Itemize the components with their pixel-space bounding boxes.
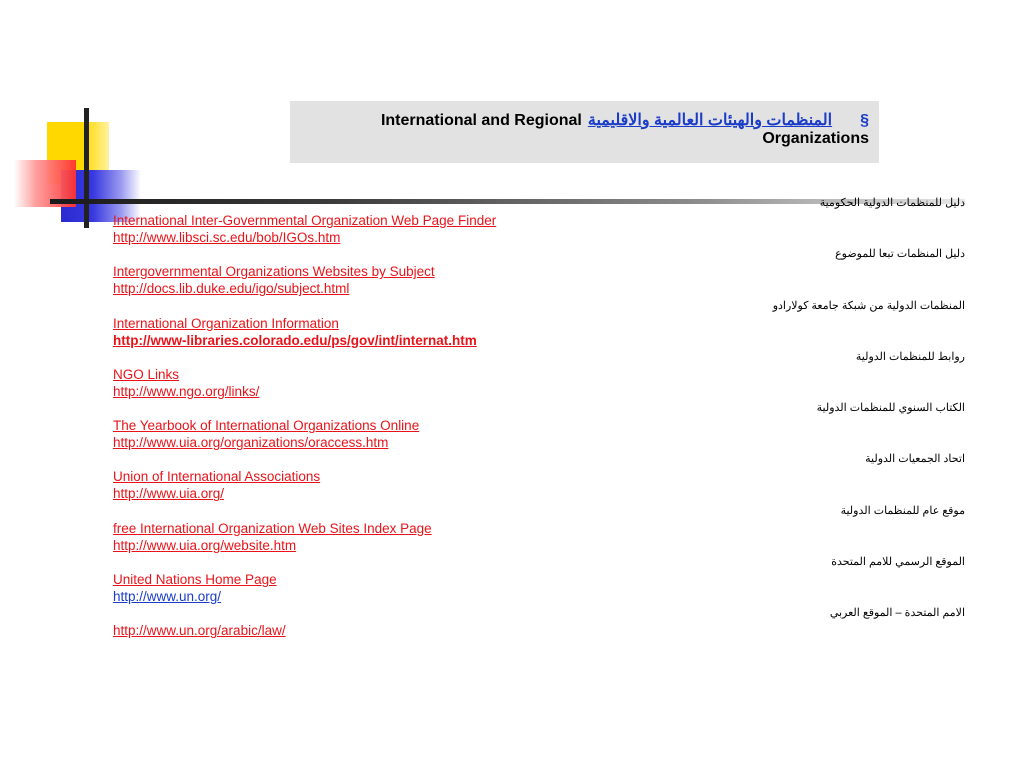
entry-title-link[interactable]: International Organization Information	[113, 315, 339, 331]
title-english-1: International and Regional	[380, 112, 582, 129]
entry-igo-finder	[113, 196, 965, 247]
entry-ngo-links	[113, 350, 965, 401]
entry-url-link[interactable]: http://www.uia.org/website.htm	[113, 537, 297, 553]
entry-title-link[interactable]: Union of International Associations	[113, 469, 321, 485]
title-english-2: Organizations	[762, 130, 869, 147]
title-arabic-link[interactable]: المنظمات والهيئات العالمية والاقليمية	[587, 112, 833, 129]
entry-arabic-label: اتحاد الجمعيات الدولية	[865, 453, 965, 466]
entry-un-home	[113, 555, 965, 606]
entry-url-link[interactable]: http://www-libraries.colorado.edu/ps/gov/int/internat.htm	[113, 332, 477, 348]
entry-url-link[interactable]: http://www.uia.org/organizations/oraccess.htm	[113, 435, 389, 451]
entry-yearbook	[113, 401, 965, 452]
entry-title-link[interactable]: The Yearbook of International Organizations Online	[113, 418, 420, 434]
entry-un-arabic	[113, 606, 965, 657]
decor-vertical-line	[84, 108, 89, 228]
entry-url-link[interactable]: http://www.libsci.sc.edu/bob/IGOs.htm	[113, 230, 341, 245]
entry-arabic-label: موقع عام للمنظمات الدولية	[840, 504, 965, 517]
entry-title-link[interactable]: Intergovernmental Organizations Websites by Subject	[113, 264, 435, 280]
entry-title-link[interactable]: International Inter-Governmental Organization Web Page Finder	[113, 213, 497, 228]
entry-title-link[interactable]: free International Organization Web Sites Index Page	[113, 520, 432, 536]
entry-igo-by-subject	[113, 247, 965, 298]
entry-title-link[interactable]: NGO Links	[113, 366, 180, 382]
title-bullet: §	[860, 112, 869, 129]
entry-arabic-label: الامم المتحدة – الموقع العربي	[829, 607, 965, 620]
entries-list	[113, 196, 965, 658]
entry-io-information	[113, 299, 965, 350]
entry-web-sites-index	[113, 504, 965, 555]
title-line-1	[381, 110, 869, 130]
entry-arabic-label: الموقع الرسمي للامم المتحدة	[831, 556, 965, 569]
entry-arabic-label: دليل للمنظمات الدولية الحكومية	[819, 197, 965, 209]
entry-url-link[interactable]: http://www.un.org/	[113, 589, 222, 605]
entry-url-link[interactable]: http://www.un.org/arabic/law/	[113, 623, 286, 639]
entry-url-link[interactable]: http://www.uia.org/	[113, 486, 225, 502]
entry-arabic-label: روابط للمنظمات الدولية	[855, 350, 965, 363]
entry-title-link[interactable]: United Nations Home Page	[113, 572, 277, 588]
title-box	[290, 101, 879, 163]
entry-uia	[113, 452, 965, 503]
entry-url-link[interactable]: http://docs.lib.duke.edu/igo/subject.html	[113, 281, 350, 297]
entry-url-link[interactable]: http://www.ngo.org/links/	[113, 383, 260, 399]
entry-arabic-label: دليل المنظمات تبعا للموضوع	[835, 248, 965, 261]
entry-arabic-label: المنظمات الدولية من شبكة جامعة كولارادو	[772, 299, 965, 312]
entry-arabic-label: الكتاب السنوي للمنظمات الدولية	[816, 402, 965, 415]
